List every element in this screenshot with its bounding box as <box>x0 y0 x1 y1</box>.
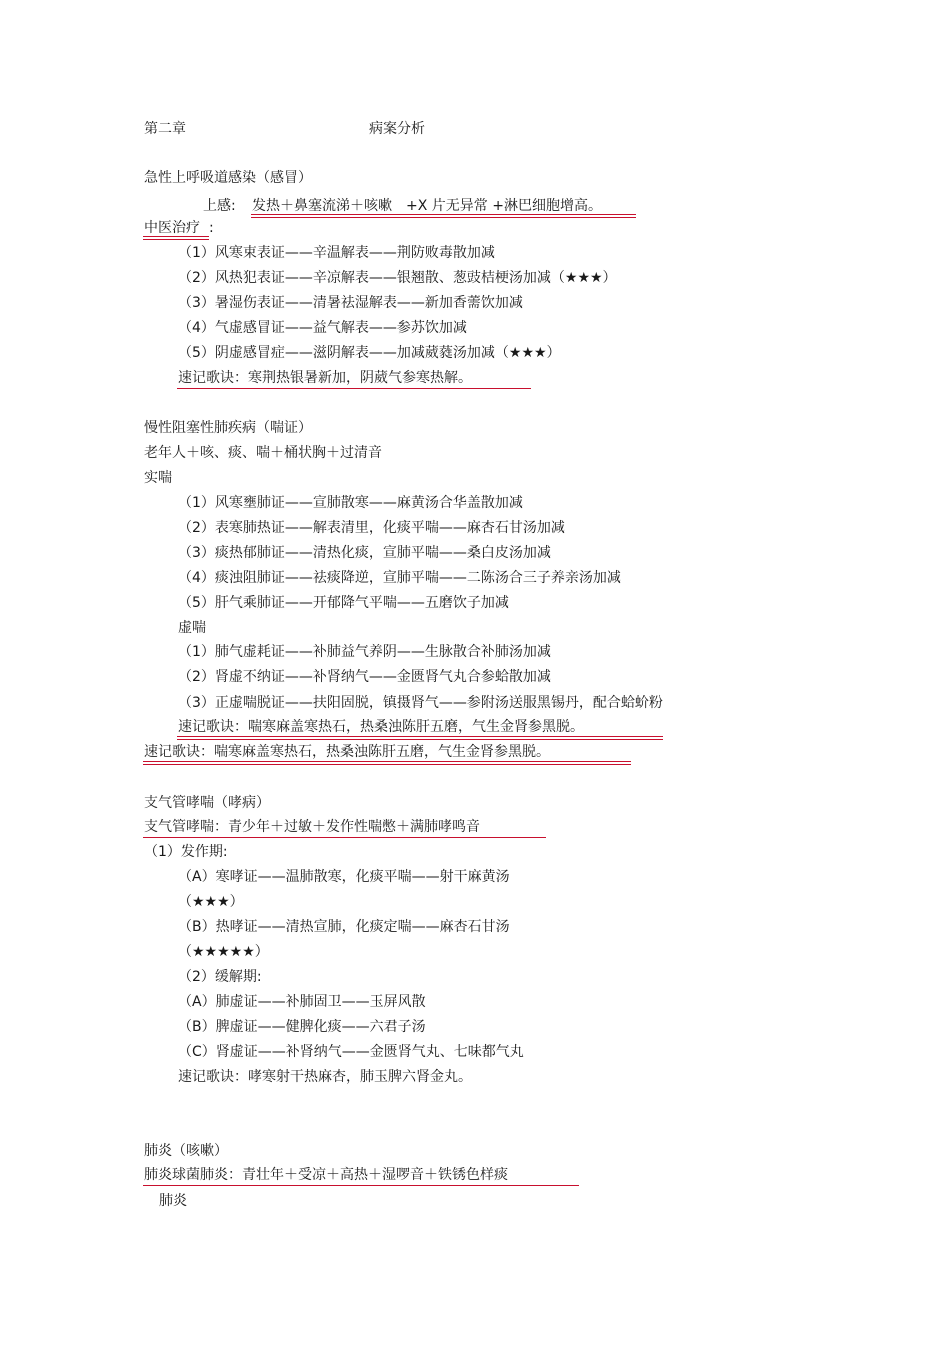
list-item: （3）痰热郁肺证——清热化痰，宣肺平喘——桑白皮汤加减 <box>178 545 551 561</box>
tcm-treatment-colon: : <box>209 220 214 236</box>
list-item: （B）热哮证——清热宣肺，化痰定喘——麻杏石甘汤 <box>178 919 510 935</box>
mnemonic: 速记歌诀：哮寒射干热麻杏，肺玉脾六肾金丸。 <box>178 1069 472 1085</box>
page-title: 病案分析 <box>369 121 425 137</box>
list-item: （2）风热犯表证——辛凉解表——银翘散、葱豉桔梗汤加减（★★★） <box>178 270 617 286</box>
underline-mnemonic <box>177 388 531 389</box>
asthma-summary: 支气管哮喘：青少年＋过敏＋发作性喘憋＋满肺哮鸣音 <box>144 819 480 835</box>
section-title-urti: 急性上呼吸道感染（感冒） <box>144 170 312 186</box>
tcm-treatment-label: 中医治疗 <box>144 220 200 236</box>
star-rating: （★★★） <box>178 894 244 910</box>
list-item: （5）肝气乘肺证——开郁降气平喘——五磨饮子加减 <box>178 595 509 611</box>
list-item: （4）气虚感冒证——益气解表——参苏饮加减 <box>178 320 467 336</box>
underline-tcm <box>143 236 209 240</box>
mnemonic: 速记歌诀：喘寒麻盖寒热石，热桑浊陈肝五磨，气生金肾参黑脱。 <box>178 719 584 735</box>
section-title-copd: 慢性阻塞性肺疾病（喘证） <box>144 420 312 436</box>
list-item: （3）正虚喘脱证——扶阳固脱，镇摄肾气——参附汤送服黑锡丹，配合蛤蚧粉 <box>178 695 663 711</box>
list-item: （2）肾虚不纳证——补肾纳气——金匮肾气丸合参蛤散加减 <box>178 669 551 685</box>
copd-summary: 老年人＋咳、痰、喘＋桶状胸＋过清音 <box>144 445 382 461</box>
underline-asthma <box>143 837 546 838</box>
subheading-shichuan: 实喘 <box>144 470 172 486</box>
subheading-xuchuan: 虚喘 <box>178 620 206 636</box>
ganmao-label: 上感: <box>203 198 236 214</box>
phase-attack: （1）发作期: <box>144 844 228 860</box>
list-item: （A）肺虚证——补肺固卫——玉屏风散 <box>178 994 426 1010</box>
underline-mnemonic <box>143 761 631 765</box>
underline-mnemonic <box>177 736 663 740</box>
list-item: （3）暑湿伤表证——清暑祛湿解表——新加香薷饮加减 <box>178 295 523 311</box>
list-item: （B）脾虚证——健脾化痰——六君子汤 <box>178 1019 426 1035</box>
mnemonic: 速记歌诀：喘寒麻盖寒热石，热桑浊陈肝五磨，气生金肾参黑脱。 <box>144 744 550 760</box>
star-rating: （★★★★★） <box>178 944 269 960</box>
list-item: （1）风寒束表证——辛温解表——荆防败毒散加减 <box>178 245 495 261</box>
list-item: （5）阴虚感冒症——滋阴解表——加减葳蕤汤加减（★★★） <box>178 345 561 361</box>
section-title-asthma: 支气管哮喘（哮病） <box>144 795 270 811</box>
list-item: （1）风寒壅肺证——宣肺散寒——麻黄汤合华盖散加减 <box>178 495 523 511</box>
list-item: （2）表寒肺热证——解表清里，化痰平喘——麻杏石甘汤加减 <box>178 520 565 536</box>
chapter-label: 第二章 <box>144 121 186 137</box>
phase-remission: （2）缓解期: <box>178 969 262 985</box>
ganmao-summary: 发热＋鼻塞流涕＋咳嗽 +X 片无异常 +淋巴细胞增高。 <box>252 198 602 214</box>
mnemonic: 速记歌诀：寒荆热银暑新加，阴葳气参寒热解。 <box>178 370 472 386</box>
list-item: （A）寒哮证——温肺散寒，化痰平喘——射干麻黄汤 <box>178 869 510 885</box>
list-item: （1）肺气虚耗证——补肺益气养阴——生脉散合补肺汤加减 <box>178 644 551 660</box>
list-item: （4）痰浊阻肺证——祛痰降逆，宣肺平喘——二陈汤合三子养亲汤加减 <box>178 570 621 586</box>
list-item: （C）肾虚证——补肾纳气——金匮肾气丸、七味都气丸 <box>178 1044 524 1060</box>
pneumonia-summary: 肺炎球菌肺炎：青壮年＋受凉＋高热＋湿啰音＋铁锈色样痰 <box>144 1167 508 1183</box>
section-title-pneumonia: 肺炎（咳嗽） <box>144 1143 228 1159</box>
underline-pneumonia <box>143 1185 579 1186</box>
subheading-pneumonia: 肺炎 <box>159 1193 187 1209</box>
underline-ganmao <box>251 214 636 218</box>
